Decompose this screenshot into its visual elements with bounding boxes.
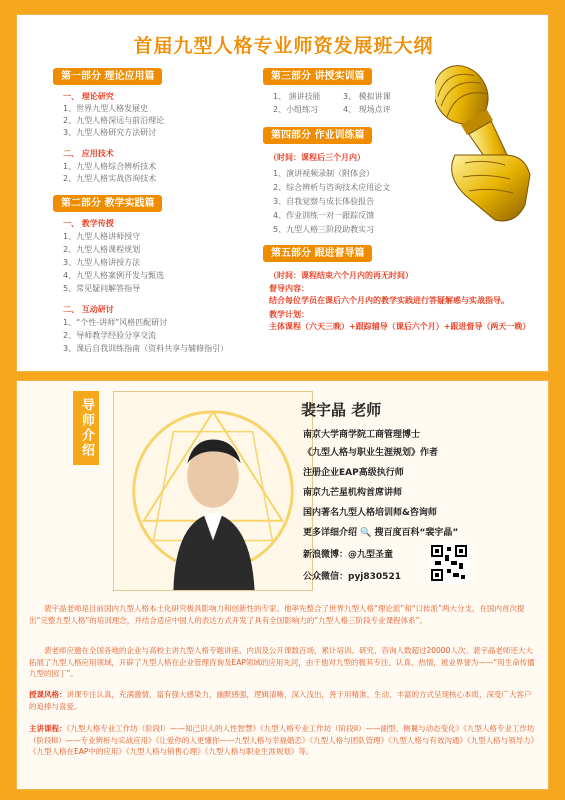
- list-item: 2、导师教学经验分享交流: [63, 331, 157, 340]
- page-title: 首届九型人格专业师资发展班大纲: [133, 35, 434, 57]
- list-item: 5、九型人格三阶段助教实习: [273, 225, 375, 234]
- bio-line: 南京九芒星机构首席讲师: [303, 488, 403, 498]
- part5-content-head: 督导内容：: [269, 284, 309, 293]
- list-item: 2、九型人格深远与前沿理论: [63, 116, 165, 125]
- list-item: 4、 现场点评: [343, 105, 391, 114]
- bio-line: 注册企业EAP高级执行师: [303, 468, 404, 478]
- list-item: 2、九型人格实战咨询技术: [63, 174, 157, 183]
- list-item: 3、九型人格研究方法研讨: [63, 128, 157, 137]
- part2-tag: 第二部分 教学实践篇: [53, 195, 162, 212]
- list-item: 1、“个性-讲师”风格匹配研讨: [63, 318, 168, 327]
- microphone-icon: [435, 55, 545, 235]
- list-item: 2、综合辨析与咨询技术应用论文: [273, 183, 391, 192]
- part5-plan: 主体课程（六天三晚）+跟踪辅导（课后六个月）+跟进督导（两天一晚）: [269, 322, 531, 331]
- baidu-link[interactable]: 更多详细介绍 🔍 搜百度百科“裴宇晶”: [303, 528, 459, 538]
- part4-note: （时间：课程后三个月内）: [269, 153, 365, 162]
- list-item: 4、九型人格案例开发与甄选: [63, 271, 165, 280]
- part4-tag: 第四部分 作业训练篇: [263, 127, 372, 144]
- list-item: 1、演讲视频录制（附体会）: [273, 169, 375, 178]
- list-item: 2、小组练习: [273, 105, 319, 114]
- part5-tag: 第五部分 跟进督导篇: [263, 245, 372, 262]
- bio-line: 南京大学商学院工商管理博士: [303, 430, 421, 440]
- list-item: 3、课后自我训练指南（资料共享与辅修指引）: [63, 344, 229, 353]
- list-item: 3、九型人格讲授方法: [63, 258, 141, 267]
- bio-paragraph: 裴老师应邀在全国各地的企业与高校主讲九型人格专题讲座、内训及公开课数百场，累计培训、研究、咨询人数超过20000人次。裴宇晶老师还大大拓展了九型人格应用领域，开辟了九型人格在企业管理咨询及EAP领域的应用先河，由于他对九型的极其专注、认真、热情，被业界誉为——“用生命传播九型的园丁”。: [29, 646, 535, 678]
- tutor-panel: [16, 380, 549, 790]
- list-item: 1、 演讲技能: [273, 92, 321, 101]
- teacher-photo: [113, 391, 313, 591]
- list-item: 5、常见疑问解答指导: [63, 284, 141, 293]
- list-item: 4、作业训练一对一跟踪反馈: [273, 211, 375, 220]
- bio-line: 《九型人格与职业生涯规划》作者: [303, 448, 439, 458]
- wechat-id: 公众微信：pyj830521: [303, 572, 401, 582]
- list-item: 1、九型人格讲师授守: [63, 232, 141, 241]
- part1-tag: 第一部分 理论应用篇: [53, 68, 162, 85]
- list-item: 1、世界九型人格发展史: [63, 104, 149, 113]
- style-text: 讲课专注认真，充满激情，富有强大感染力，幽默感强，逻辑清晰，深入浅出，善于用精准、生动、丰富的方式呈现核心本质，深受广大客户的追捧与喜爱。: [29, 690, 532, 711]
- part5-plan-head: 教学计划：: [269, 310, 309, 319]
- bio-paragraph: 裴宇晶老师是目前国内九型人格本土化研究极具影响力和创新性的专家。他率先整合了世界九型人格“理论派”和“口传派”两大分支，在国内首次提出“完整九型人格”的培训理念，并结合适应中国人的表达方式开发了具有全国影响力的“九型人格三阶段专业课程体系”。: [29, 604, 525, 625]
- qr-code-icon: [429, 543, 469, 583]
- part2-sec1-head: 一、 教学传授: [63, 219, 114, 228]
- part5-note: （时间：课程结束六个月内的再无时间）: [269, 271, 413, 280]
- main-courses: [29, 723, 537, 758]
- courses-text: 《九型人格专业工作坊（阶段I）——知己识人的人性智慧》《九型人格专业工作坊（阶段II）——副型、侧翼与动态变化》《九型人格专业工作坊（阶段III）——专业辨析与实战应用》《让爱你的人更懂你——九型人格与幸福婚恋》《九型人格与团队管理》《九型人格与有效沟通》《九型人格与领导力》《九型人格在EAP中的应用》《九型人格与销售心理》《九型人格与职业生涯规划》等。: [29, 724, 535, 756]
- bio-line: 国内著名九型人格培训师&咨询师: [303, 508, 437, 518]
- list-item: 1、九型人格综合辨析技术: [63, 162, 157, 171]
- outline-panel: [16, 14, 549, 372]
- part3-tag: 第三部分 讲授实训篇: [263, 68, 372, 85]
- courses-head: 主讲课程：: [29, 724, 67, 733]
- part1-sec2-head: 二、 应用技术: [63, 149, 114, 158]
- part5-content: 结合每位学员在课后六个月内的教学实践进行答疑解惑与实战指导。: [269, 296, 509, 305]
- list-item: 3、自我觉察与成长体验报告: [273, 197, 375, 206]
- style-head: 授课风格：: [29, 690, 67, 699]
- part2-sec2-head: 二、 互动研讨: [63, 305, 114, 314]
- teaching-style: [29, 689, 537, 712]
- weibo-handle: 新浪微博：@九型圣童: [303, 550, 394, 560]
- tutor-tab: 导师介绍: [73, 391, 99, 465]
- teacher-name: 裴宇晶 老师: [301, 401, 382, 419]
- part1-sec1-head: 一、 理论研究: [63, 92, 114, 101]
- list-item: 2、九型人格课程规划: [63, 245, 141, 254]
- list-item: 3、 模拟讲课: [343, 92, 391, 101]
